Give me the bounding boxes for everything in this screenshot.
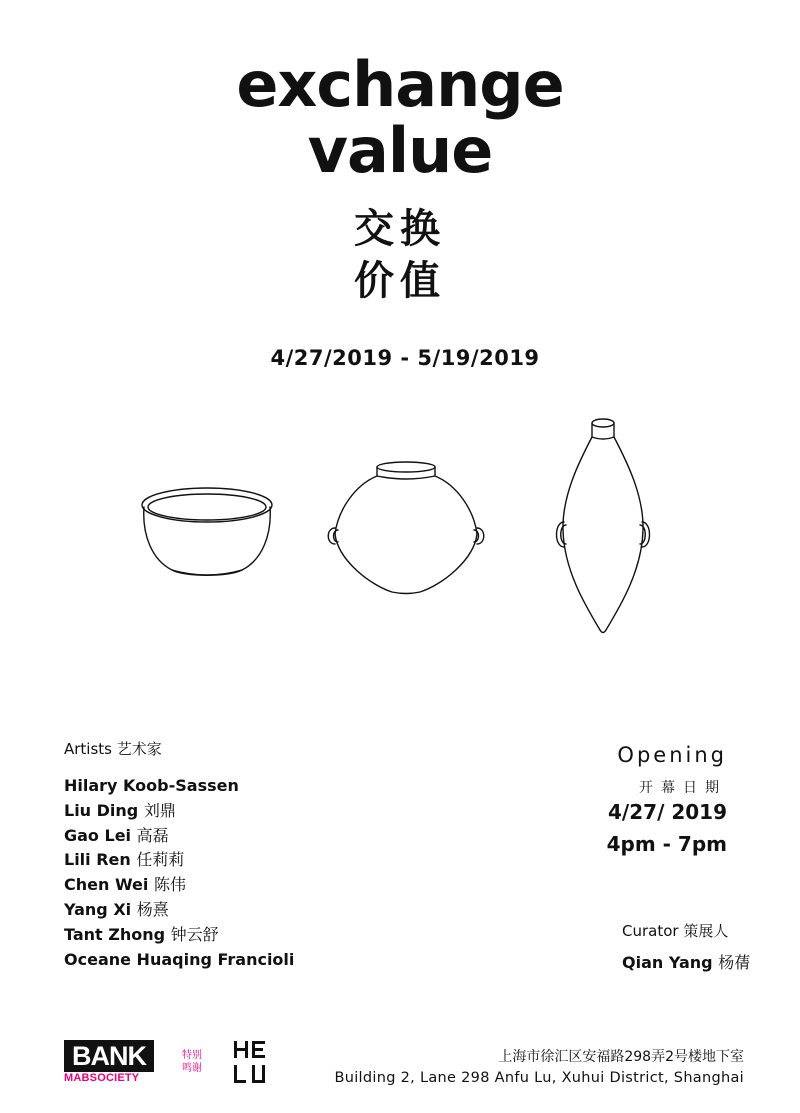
artist-item: Gao Lei 高磊: [64, 825, 169, 845]
vessels-illustration: [130, 410, 690, 645]
helu-logo-icon: [233, 1038, 269, 1086]
curator-label: Curator 策展人: [622, 922, 729, 940]
artist-item: Chen Wei 陈伟: [64, 875, 186, 895]
amphora-icon: [557, 419, 650, 633]
title-english-line2: value: [307, 114, 493, 187]
artist-item: Liu Ding 刘鼎: [64, 800, 176, 820]
artist-item: Yang Xi 杨熹: [64, 899, 169, 919]
title-chinese-line2: 价值: [354, 258, 446, 304]
artists-label-zh: 艺术家: [116, 740, 162, 758]
title-english-line1: exchange: [236, 48, 564, 121]
artist-item: Tant Zhong 钟云舒: [64, 924, 219, 944]
exhibition-dates: 4/27/2019 - 5/19/2019: [270, 346, 540, 370]
bank-logo-text: BANK: [64, 1040, 154, 1072]
curator-name: Qian Yang 杨蒨: [622, 953, 751, 972]
artists-list: [64, 774, 294, 972]
opening-label-zh: 开幕日期: [639, 780, 727, 796]
special-thanks: 特别 鸣谢: [182, 1050, 202, 1074]
artist-item: Hilary Koob-Sassen: [64, 776, 239, 795]
bowl-icon: [142, 488, 272, 575]
bank-logo-subtext: MABSOCIETY: [64, 1072, 140, 1084]
artist-item: Oceane Huaqing Francioli: [64, 949, 295, 969]
address-chinese: 上海市徐汇区安福路298弄2号楼地下室: [498, 1049, 744, 1065]
round-jar-icon: [328, 462, 484, 594]
title-chinese-line1: 交换: [354, 206, 446, 252]
artist-item: Lili Ren 任莉莉: [64, 850, 185, 870]
bank-logo: [64, 1040, 154, 1086]
opening-time: 4pm - 7pm: [606, 832, 727, 856]
address-english: Building 2, Lane 298 Anfu Lu, Xuhui District, Shanghai: [334, 1070, 744, 1086]
artists-label-en: Artists: [64, 740, 112, 758]
opening-label: Opening: [617, 743, 727, 767]
opening-date: 4/27/ 2019: [608, 800, 727, 824]
artists-label: [64, 738, 162, 759]
